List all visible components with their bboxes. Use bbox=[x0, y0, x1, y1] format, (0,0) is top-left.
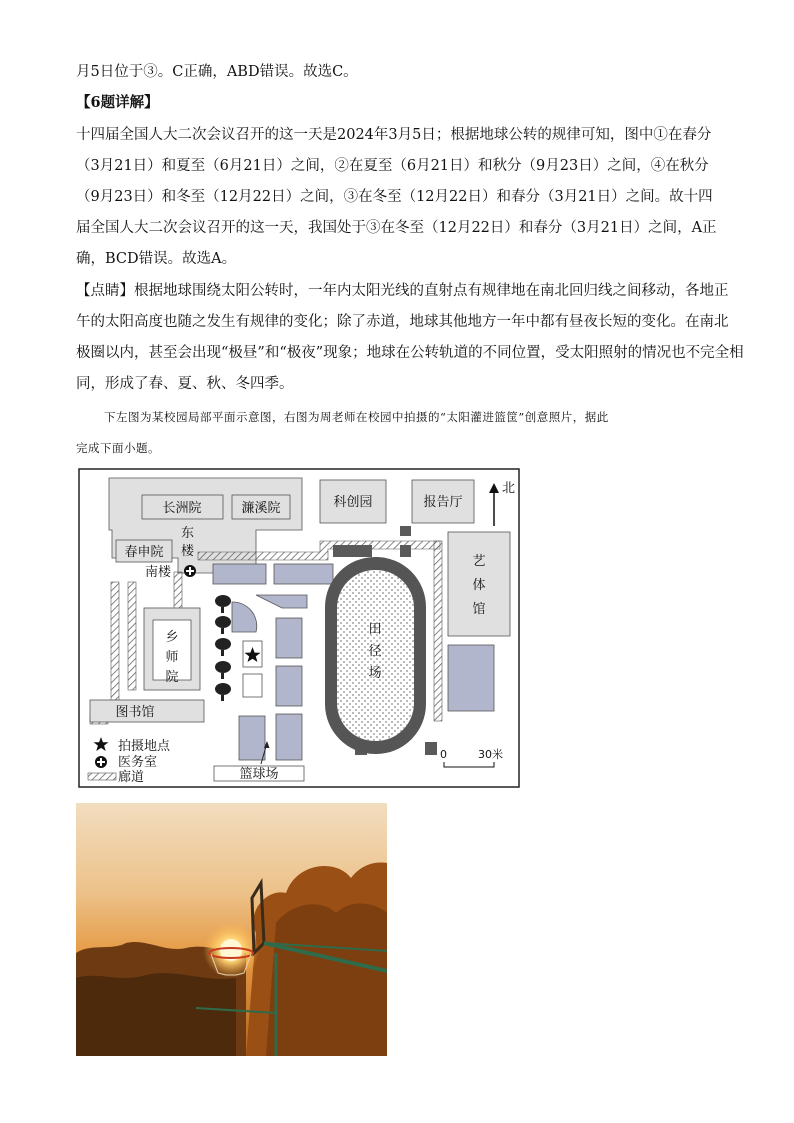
label-changzhou: 长洲院 bbox=[162, 501, 202, 516]
label-basketball: 篮球场 bbox=[239, 767, 279, 782]
intro-line-1: 下左图为某校园局部平面示意图，右图为周老师在校园中拍摄的“太阳灌进篮筐”创意照片，据此 bbox=[104, 410, 609, 424]
line-3: 十四届全国人大二次会议召开的这一天是2024年3月5日；根据地球公转的规律可知，图中①在春分 bbox=[76, 127, 712, 143]
line-6: 届全国人大二次会议召开的这一天，我国处于③在冬至（12月22日）和春分（3月21日）之间，A正 bbox=[76, 220, 717, 236]
scale-zero: 0 bbox=[440, 748, 447, 761]
label-chunshen: 春申院 bbox=[124, 545, 164, 560]
legend-clinic-label: 医务室 bbox=[118, 755, 158, 770]
label-lianxi: 濂溪院 bbox=[241, 501, 281, 516]
label-yiti: 艺体馆 bbox=[472, 554, 486, 617]
line-5: （9月23日）和冬至（12月22日）之间，③在冬至（12月22日）和春分（3月21日）之间。故十四 bbox=[76, 189, 713, 205]
section-heading: 【6题详解】 bbox=[76, 94, 159, 111]
label-dong: 东 bbox=[181, 526, 195, 541]
label-north: 北 bbox=[502, 481, 516, 496]
label-baogao: 报告厅 bbox=[423, 495, 463, 510]
label-kechuang: 科创园 bbox=[333, 495, 373, 510]
scale-30: 30米 bbox=[478, 748, 503, 761]
campus-map bbox=[78, 468, 520, 788]
label-xiangshi: 乡师院 bbox=[165, 630, 179, 685]
basketball-sunset-photo bbox=[76, 803, 387, 1056]
legend-shoot-label: 拍摄地点 bbox=[118, 739, 171, 754]
intro-line-2: 完成下面小题。 bbox=[76, 441, 160, 455]
label-nanlou: 南楼 bbox=[145, 565, 172, 580]
line-1: 月5日位于③。C正确，ABD错误。故选C。 bbox=[76, 64, 358, 80]
label-library: 图书馆 bbox=[115, 705, 155, 720]
line-11: 同，形成了春、夏、秋、冬四季。 bbox=[76, 376, 294, 392]
label-tianjing: 田径场 bbox=[368, 622, 382, 681]
legend-corridor-label: 廊道 bbox=[118, 770, 145, 785]
label-lou: 楼 bbox=[181, 544, 195, 559]
line-7: 确，BCD错误。故选A。 bbox=[76, 251, 237, 267]
line-8: 【点睛】根据地球围绕太阳公转时，一年内太阳光线的直射点有规律地在南北回归线之间移动，各地正 bbox=[76, 283, 729, 299]
line-4: （3月21日）和夏至（6月21日）之间，②在夏至（6月21日）和秋分（9月23日）之间，④在秋分 bbox=[76, 158, 709, 174]
line-10: 极圈以内，甚至会出现“极昼”和“极夜”现象；地球在公转轨道的不同位置，受太阳照射的情况也不完全相 bbox=[76, 345, 744, 361]
line-9: 午的太阳高度也随之发生有规律的变化；除了赤道，地球其他地方一年中都有昼夜长短的变化。在南北 bbox=[76, 314, 729, 330]
